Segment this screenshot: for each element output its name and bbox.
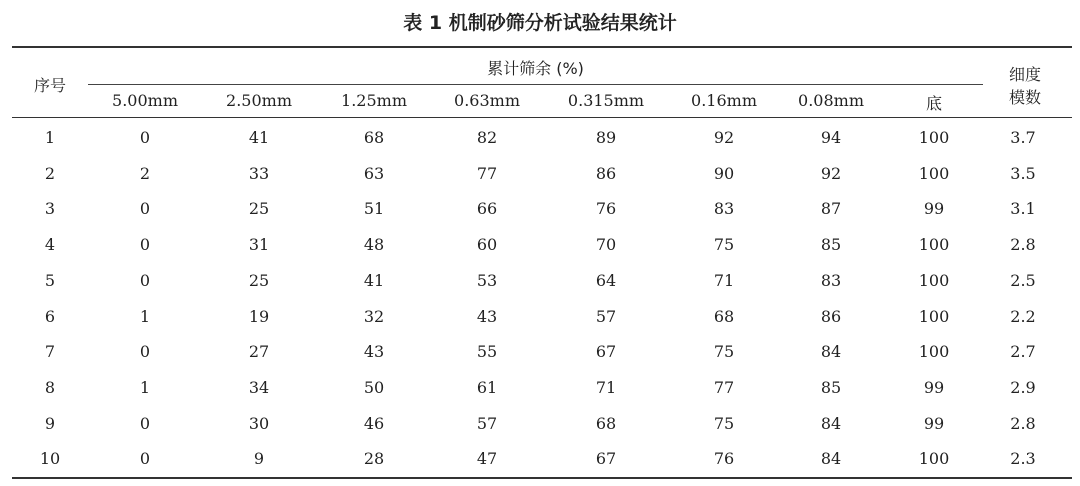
cell-sieve-0-63: 43 bbox=[476, 306, 498, 326]
cell-sieve-0-16: 71 bbox=[713, 270, 735, 290]
cell-sieve-5-00: 1 bbox=[139, 377, 151, 397]
cell-sieve-5-00: 1 bbox=[139, 306, 151, 326]
cell-sieve-0-63: 77 bbox=[476, 163, 498, 183]
cell-sieve-0-63: 60 bbox=[476, 235, 498, 255]
cell-sieve-0-08: 85 bbox=[820, 377, 842, 397]
cell-sieve-5-00: 0 bbox=[139, 128, 151, 147]
table-row bbox=[0, 334, 1080, 370]
cell-sieve-0-315: 64 bbox=[595, 270, 617, 290]
table-row bbox=[0, 156, 1080, 192]
cell-sieve-bottom: 99 bbox=[923, 199, 945, 219]
cell-fineness-modulus: 2.8 bbox=[1010, 413, 1036, 433]
cell-sieve-1-25: 50 bbox=[363, 377, 385, 397]
cell-index: 1 bbox=[44, 128, 56, 147]
cell-sieve-0-16: 77 bbox=[713, 377, 735, 397]
cell-index: 10 bbox=[39, 449, 61, 469]
cell-sieve-5-00: 0 bbox=[139, 342, 151, 362]
header-sieve-0-63: 0.63mm bbox=[454, 91, 520, 110]
cell-sieve-2-50: 19 bbox=[248, 306, 270, 326]
cell-fineness-modulus: 3.1 bbox=[1010, 199, 1036, 219]
cell-sieve-0-315: 71 bbox=[595, 377, 617, 397]
cell-sieve-0-16: 68 bbox=[713, 306, 735, 326]
cell-sieve-bottom: 100 bbox=[918, 163, 950, 183]
cell-sieve-0-63: 57 bbox=[476, 413, 498, 433]
header-sieve-0-08: 0.08mm bbox=[798, 91, 864, 110]
header-fineness-line2: 模数 bbox=[1008, 88, 1041, 107]
cell-sieve-bottom: 100 bbox=[918, 270, 950, 290]
cell-sieve-bottom: 100 bbox=[918, 235, 950, 255]
cell-index: 8 bbox=[44, 377, 56, 397]
table-title: 表 1 机制砂筛分析试验结果统计 bbox=[403, 12, 677, 34]
cell-sieve-bottom: 100 bbox=[918, 342, 950, 362]
cell-index: 7 bbox=[44, 342, 56, 362]
cell-sieve-2-50: 31 bbox=[248, 235, 270, 255]
cell-sieve-5-00: 0 bbox=[139, 199, 151, 219]
cell-index: 4 bbox=[44, 235, 56, 255]
header-fineness-line1: 细度 bbox=[1008, 65, 1041, 84]
cell-index: 9 bbox=[44, 413, 56, 433]
cell-sieve-0-16: 75 bbox=[713, 342, 735, 362]
header-sieve-5-00: 5.00mm bbox=[112, 91, 178, 110]
cell-sieve-0-315: 86 bbox=[595, 163, 617, 183]
bottom-rule bbox=[12, 477, 1072, 479]
cell-sieve-5-00: 0 bbox=[139, 449, 151, 469]
cell-fineness-modulus: 2.8 bbox=[1010, 235, 1036, 255]
cell-sieve-2-50: 30 bbox=[248, 413, 270, 433]
cell-sieve-0-315: 67 bbox=[595, 449, 617, 469]
table-row bbox=[0, 299, 1080, 335]
header-sieve-0-16: 0.16mm bbox=[691, 91, 757, 110]
cell-sieve-0-63: 53 bbox=[476, 270, 498, 290]
cell-sieve-0-08: 84 bbox=[820, 449, 842, 469]
table-row bbox=[0, 120, 1080, 156]
cell-sieve-bottom: 100 bbox=[918, 449, 950, 469]
cell-sieve-2-50: 41 bbox=[248, 128, 270, 147]
cell-sieve-0-16: 75 bbox=[713, 235, 735, 255]
cell-sieve-0-16: 90 bbox=[713, 163, 735, 183]
cell-fineness-modulus: 2.9 bbox=[1010, 377, 1036, 397]
cell-sieve-1-25: 46 bbox=[363, 413, 385, 433]
cell-sieve-0-63: 47 bbox=[476, 449, 498, 469]
cell-sieve-2-50: 25 bbox=[248, 270, 270, 290]
table-row bbox=[0, 227, 1080, 263]
cell-index: 6 bbox=[44, 306, 56, 326]
cell-fineness-modulus: 2.3 bbox=[1010, 449, 1036, 469]
cell-sieve-0-315: 70 bbox=[595, 235, 617, 255]
cell-sieve-1-25: 28 bbox=[363, 449, 385, 469]
cell-sieve-0-315: 67 bbox=[595, 342, 617, 362]
cell-sieve-0-315: 68 bbox=[595, 413, 617, 433]
cell-sieve-0-315: 57 bbox=[595, 306, 617, 326]
cell-sieve-0-63: 82 bbox=[476, 128, 498, 147]
cell-sieve-1-25: 48 bbox=[363, 235, 385, 255]
table-row bbox=[0, 406, 1080, 442]
cell-sieve-5-00: 0 bbox=[139, 235, 151, 255]
table-row bbox=[0, 370, 1080, 406]
cell-sieve-1-25: 51 bbox=[363, 199, 385, 219]
cell-index: 5 bbox=[44, 270, 56, 290]
cell-sieve-5-00: 2 bbox=[139, 163, 151, 183]
cell-sieve-bottom: 99 bbox=[923, 377, 945, 397]
cell-fineness-modulus: 2.5 bbox=[1010, 270, 1036, 290]
cell-sieve-0-08: 85 bbox=[820, 235, 842, 255]
cell-sieve-2-50: 27 bbox=[248, 342, 270, 362]
header-sieve-bottom: 底 bbox=[925, 94, 942, 113]
cell-sieve-5-00: 0 bbox=[139, 413, 151, 433]
cell-index: 2 bbox=[44, 163, 56, 183]
cell-sieve-0-08: 92 bbox=[820, 163, 842, 183]
header-sieve-2-50: 2.50mm bbox=[226, 91, 292, 110]
table-row bbox=[0, 191, 1080, 227]
cell-fineness-modulus: 3.5 bbox=[1010, 163, 1036, 183]
cell-sieve-0-63: 66 bbox=[476, 199, 498, 219]
cell-sieve-1-25: 32 bbox=[363, 306, 385, 326]
table-row bbox=[0, 263, 1080, 299]
cell-sieve-bottom: 99 bbox=[923, 413, 945, 433]
header-sieve-0-315: 0.315mm bbox=[567, 91, 645, 110]
cell-sieve-0-08: 86 bbox=[820, 306, 842, 326]
cell-sieve-5-00: 0 bbox=[139, 270, 151, 290]
cell-fineness-modulus: 3.7 bbox=[1010, 128, 1036, 147]
cell-sieve-bottom: 100 bbox=[918, 128, 950, 147]
cell-fineness-modulus: 2.7 bbox=[1010, 342, 1036, 362]
cell-sieve-bottom: 100 bbox=[918, 306, 950, 326]
cell-index: 3 bbox=[44, 199, 56, 219]
group-header-rule bbox=[88, 84, 983, 85]
cell-sieve-0-63: 61 bbox=[476, 377, 498, 397]
cell-sieve-2-50: 33 bbox=[248, 163, 270, 183]
header-cumulative-retained: 累计筛余 (%) bbox=[487, 59, 584, 78]
cell-sieve-0-315: 89 bbox=[595, 128, 617, 147]
cell-sieve-0-16: 76 bbox=[713, 449, 735, 469]
table-row bbox=[0, 441, 1080, 477]
cell-sieve-0-16: 75 bbox=[713, 413, 735, 433]
cell-sieve-1-25: 41 bbox=[363, 270, 385, 290]
header-rule bbox=[12, 117, 1072, 118]
cell-sieve-0-16: 92 bbox=[713, 128, 735, 147]
cell-sieve-0-08: 87 bbox=[820, 199, 842, 219]
cell-sieve-0-08: 83 bbox=[820, 270, 842, 290]
top-rule bbox=[12, 46, 1072, 48]
cell-sieve-2-50: 9 bbox=[253, 449, 265, 469]
cell-sieve-0-16: 83 bbox=[713, 199, 735, 219]
cell-sieve-2-50: 25 bbox=[248, 199, 270, 219]
cell-sieve-0-63: 55 bbox=[476, 342, 498, 362]
header-sieve-1-25: 1.25mm bbox=[341, 91, 407, 110]
cell-sieve-2-50: 34 bbox=[248, 377, 270, 397]
cell-sieve-0-315: 76 bbox=[595, 199, 617, 219]
cell-fineness-modulus: 2.2 bbox=[1010, 306, 1036, 326]
cell-sieve-0-08: 94 bbox=[820, 128, 842, 147]
cell-sieve-0-08: 84 bbox=[820, 342, 842, 362]
cell-sieve-1-25: 63 bbox=[363, 163, 385, 183]
cell-sieve-1-25: 43 bbox=[363, 342, 385, 362]
cell-sieve-1-25: 68 bbox=[363, 128, 385, 147]
header-index: 序号 bbox=[33, 76, 66, 95]
cell-sieve-0-08: 84 bbox=[820, 413, 842, 433]
